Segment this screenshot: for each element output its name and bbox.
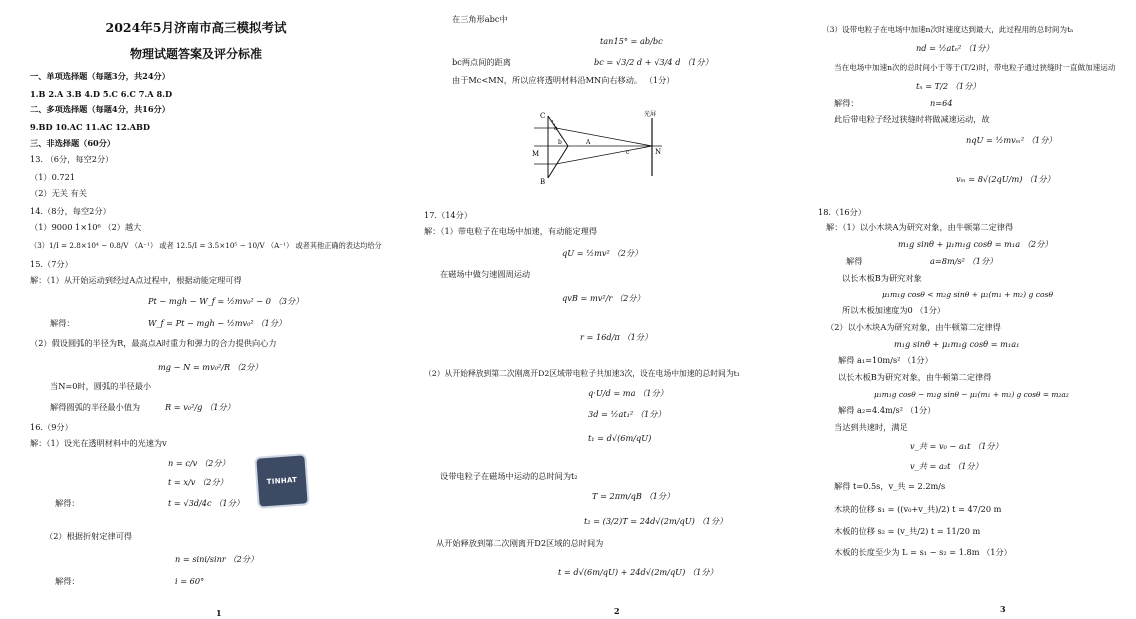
solution-text: 设带电粒子在磁场中运动的总时间为t₂ — [440, 471, 578, 481]
diagram-label: b — [558, 139, 562, 146]
solution-text: 解：（1）以小木块A为研究对象，由牛顿第二定律得 — [826, 222, 1014, 232]
formula: μ₁m₁g cosθ < m₂g sinθ + μ₂(m₁ + m₂) g cosθ — [882, 290, 1054, 299]
solution-text: bc两点间的距离 — [452, 57, 511, 67]
question-heading: 16.（9分） — [30, 422, 73, 432]
solution-text: 解得： — [55, 576, 80, 586]
formula: v_共 = v₀ − a₁t （1分） — [910, 441, 1003, 451]
formula: t₁ = d√(6m/qU) — [588, 433, 652, 443]
solution-text: 解得 a₂=4.4m/s² （1分） — [838, 405, 936, 415]
solution-text: 当达到共速时，满足 — [834, 422, 908, 432]
solution-text: 解得 a₁=10m/s² （1分） — [838, 355, 933, 365]
solution-text: 解得 t=0.5s，v_共 = 2.2m/s — [834, 481, 946, 491]
diagram-label: M — [532, 150, 540, 158]
section-heading: 三、非选择题（60分） — [30, 138, 116, 148]
solution-text: （2）假设圆弧的半径为R，最高点A时重力和弹力的合力提供向心力 — [30, 338, 277, 348]
solution-text: （3）设带电粒子在电场中加速n次时速度达到最大，此过程用的总时间为tₙ — [822, 25, 1074, 34]
formula: qvB = mv²/r （2分） — [562, 293, 645, 303]
formula: m₁g sinθ + μ₁m₁g cosθ = m₁a₁ — [894, 339, 1020, 349]
diagram-label: B — [540, 178, 546, 186]
page-3 — [812, 0, 1136, 619]
solution-text: （2）根据折射定律可得 — [45, 531, 133, 541]
diagram-ray — [556, 146, 652, 164]
solution-text: 此后带电粒子经过狭缝时将做减速运动，故 — [834, 114, 990, 124]
formula: t₂ = (3/2)T = 24d√(2m/qU) （1分） — [584, 516, 728, 526]
formula: i = 60° — [175, 576, 205, 586]
answer-line: 1.B 2.A 3.B 4.D 5.C 6.C 7.A 8.D — [30, 89, 173, 99]
formula: qU = ½mv² （2分） — [562, 248, 643, 258]
formula: 3d = ½at₁² （1分） — [588, 409, 666, 419]
formula: tan15° = ab/bc — [600, 36, 663, 46]
formula: n=64 — [930, 98, 953, 108]
formula: a=8m/s² （1分） — [930, 256, 998, 266]
section-heading: 二、多项选择题（每题4分，共16分） — [30, 104, 170, 114]
diagram-label: C — [540, 112, 546, 120]
formula: q·U/d = ma （1分） — [588, 388, 668, 398]
question-heading: 18.（16分） — [818, 207, 867, 217]
answer-line: （3）1/I = 2.8×10⁴ − 0.8/V （A⁻¹） 或者 12.5/I = 3.5×10⁵ − 10/V （A⁻¹） 或者其他正确的表达均给分 — [30, 241, 382, 250]
question-heading: 14.（8分，每空2分） — [30, 206, 111, 216]
solution-text: 解：（1）带电粒子在电场中加速，有动能定理得 — [424, 226, 598, 236]
page-2 — [412, 0, 798, 619]
diagram-label: A — [586, 139, 591, 146]
formula: n = sini/sinr （2分） — [175, 554, 259, 564]
solution-text: 当在电场中加速n次的总时间小于等于(T/2)时，带电粒子通过狭缝时一直做加速运动 — [834, 63, 1116, 72]
solution-text: （2）以小木块A为研究对象，由牛顿第二定律得 — [826, 322, 1001, 332]
page-number: 1 — [216, 608, 222, 618]
formula: tₙ = T/2 （1分） — [916, 81, 981, 91]
solution-text: 解：（1）设光在透明材料中的光速为v — [30, 438, 167, 448]
formula: t = √3d/4c （1分） — [168, 498, 244, 508]
solution-text: 木板的位移 s₂ = (v_共/2) t = 11/20 m — [834, 526, 981, 536]
formula: n = c/v （2分） — [168, 458, 230, 468]
solution-text: 解得： — [834, 98, 859, 108]
diagram-label: 光屏 — [644, 111, 657, 118]
solution-text: 解得 — [846, 256, 863, 266]
exam-title: 2024年5月济南市高三模拟考试 — [105, 20, 287, 35]
diagram-label: a — [554, 125, 558, 132]
formula: W_f = Pt − mgh − ½mv₀² （1分） — [148, 318, 287, 328]
page-1 — [0, 0, 392, 619]
diagram-label: N — [655, 148, 662, 156]
section-heading: 一、单项选择题（每题3分，共24分） — [30, 71, 170, 81]
page-number: 3 — [1000, 604, 1006, 614]
formula: μ₁m₁g cosθ − m₂g sinθ − μ₂(m₁ + m₂) g cosθ = m₂a₂ — [874, 390, 1069, 399]
answer-line: 9.BD 10.AC 11.AC 12.ABD — [30, 122, 150, 132]
solution-text: （2）从开始释放到第二次刚离开D2区域带电粒子共加速3次，设在电场中加速的总时间为t₁ — [424, 369, 740, 378]
solution-text: 木块的位移 s₁ = ((v₀+v_共)/2) t = 47/20 m — [834, 504, 1002, 514]
stamp-text: TINHAT — [266, 475, 298, 487]
formula: nd = ½atₙ² （1分） — [916, 43, 994, 53]
question-heading: 17.（14分） — [424, 210, 473, 220]
solution-text: 木板的长度至少为 L = s₁ − s₂ = 1.8m （1分） — [834, 547, 1012, 557]
formula: vₘ = 8√(2qU/m) （1分） — [956, 174, 1055, 184]
formula: m₁g sinθ + μ₁m₁g cosθ = m₁a （2分） — [898, 239, 1053, 249]
page-number: 2 — [614, 606, 620, 616]
solution-text: 以长木板B为研究对象 — [842, 273, 922, 283]
answer-line: （1）9000 1×10⁶ （2）越大 — [30, 222, 142, 232]
question-heading: 13. （6分，每空2分） — [30, 154, 114, 164]
formula: mg − N = mv₀²/R （2分） — [158, 362, 263, 372]
formula: nqU = ½mvₘ² （1分） — [966, 135, 1057, 145]
formula: Pt − mgh − W_f = ½mv₀² − 0 （3分） — [148, 296, 304, 306]
formula: t = x/v （2分） — [168, 477, 228, 487]
solution-text: 在磁场中做匀速圆周运动 — [440, 269, 531, 279]
solution-text: 在三角形abc中 — [452, 14, 508, 24]
exam-subtitle: 物理试题答案及评分标准 — [129, 47, 262, 61]
solution-text: 解得： — [55, 498, 80, 508]
diagram-label: c — [626, 149, 630, 156]
formula: v_共 = a₂t （1分） — [910, 461, 983, 471]
optics-diagram — [530, 108, 670, 188]
answer-line: （2）无关 有关 — [30, 188, 87, 198]
formula: T = 2πm/qB （1分） — [592, 491, 675, 501]
solution-text: 所以木板加速度为0 （1分） — [842, 305, 946, 315]
solution-text: 当N=0时，圆弧的半径最小 — [50, 381, 152, 391]
solution-text: 由于Mc<MN，所以应将透明材料沿MN向右移动。 （1分） — [452, 75, 675, 85]
solution-text: 解得圆弧的半径最小值为 — [50, 402, 141, 412]
question-heading: 15.（7分） — [30, 259, 73, 269]
formula: t = d√(6m/qU) + 24d√(2m/qU) （1分） — [558, 567, 718, 577]
solution-text: 以长木板B为研究对象，由牛顿第二定律得 — [838, 372, 992, 382]
formula: R = v₀²/g （1分） — [165, 402, 235, 412]
solution-text: 解得： — [50, 318, 75, 328]
answer-line: （1）0.721 — [30, 172, 76, 182]
formula: r = 16d/π （1分） — [580, 332, 653, 342]
watermark-stamp — [254, 453, 310, 509]
formula: bc = √3/2 d + √3/4 d （1分） — [594, 57, 713, 67]
diagram-ray — [556, 128, 652, 146]
solution-text: 解：（1）从开始运动到经过A点过程中，根据动能定理可得 — [30, 275, 242, 285]
solution-text: 从开始释放到第二次刚离开D2区域的总时间为 — [436, 538, 604, 548]
